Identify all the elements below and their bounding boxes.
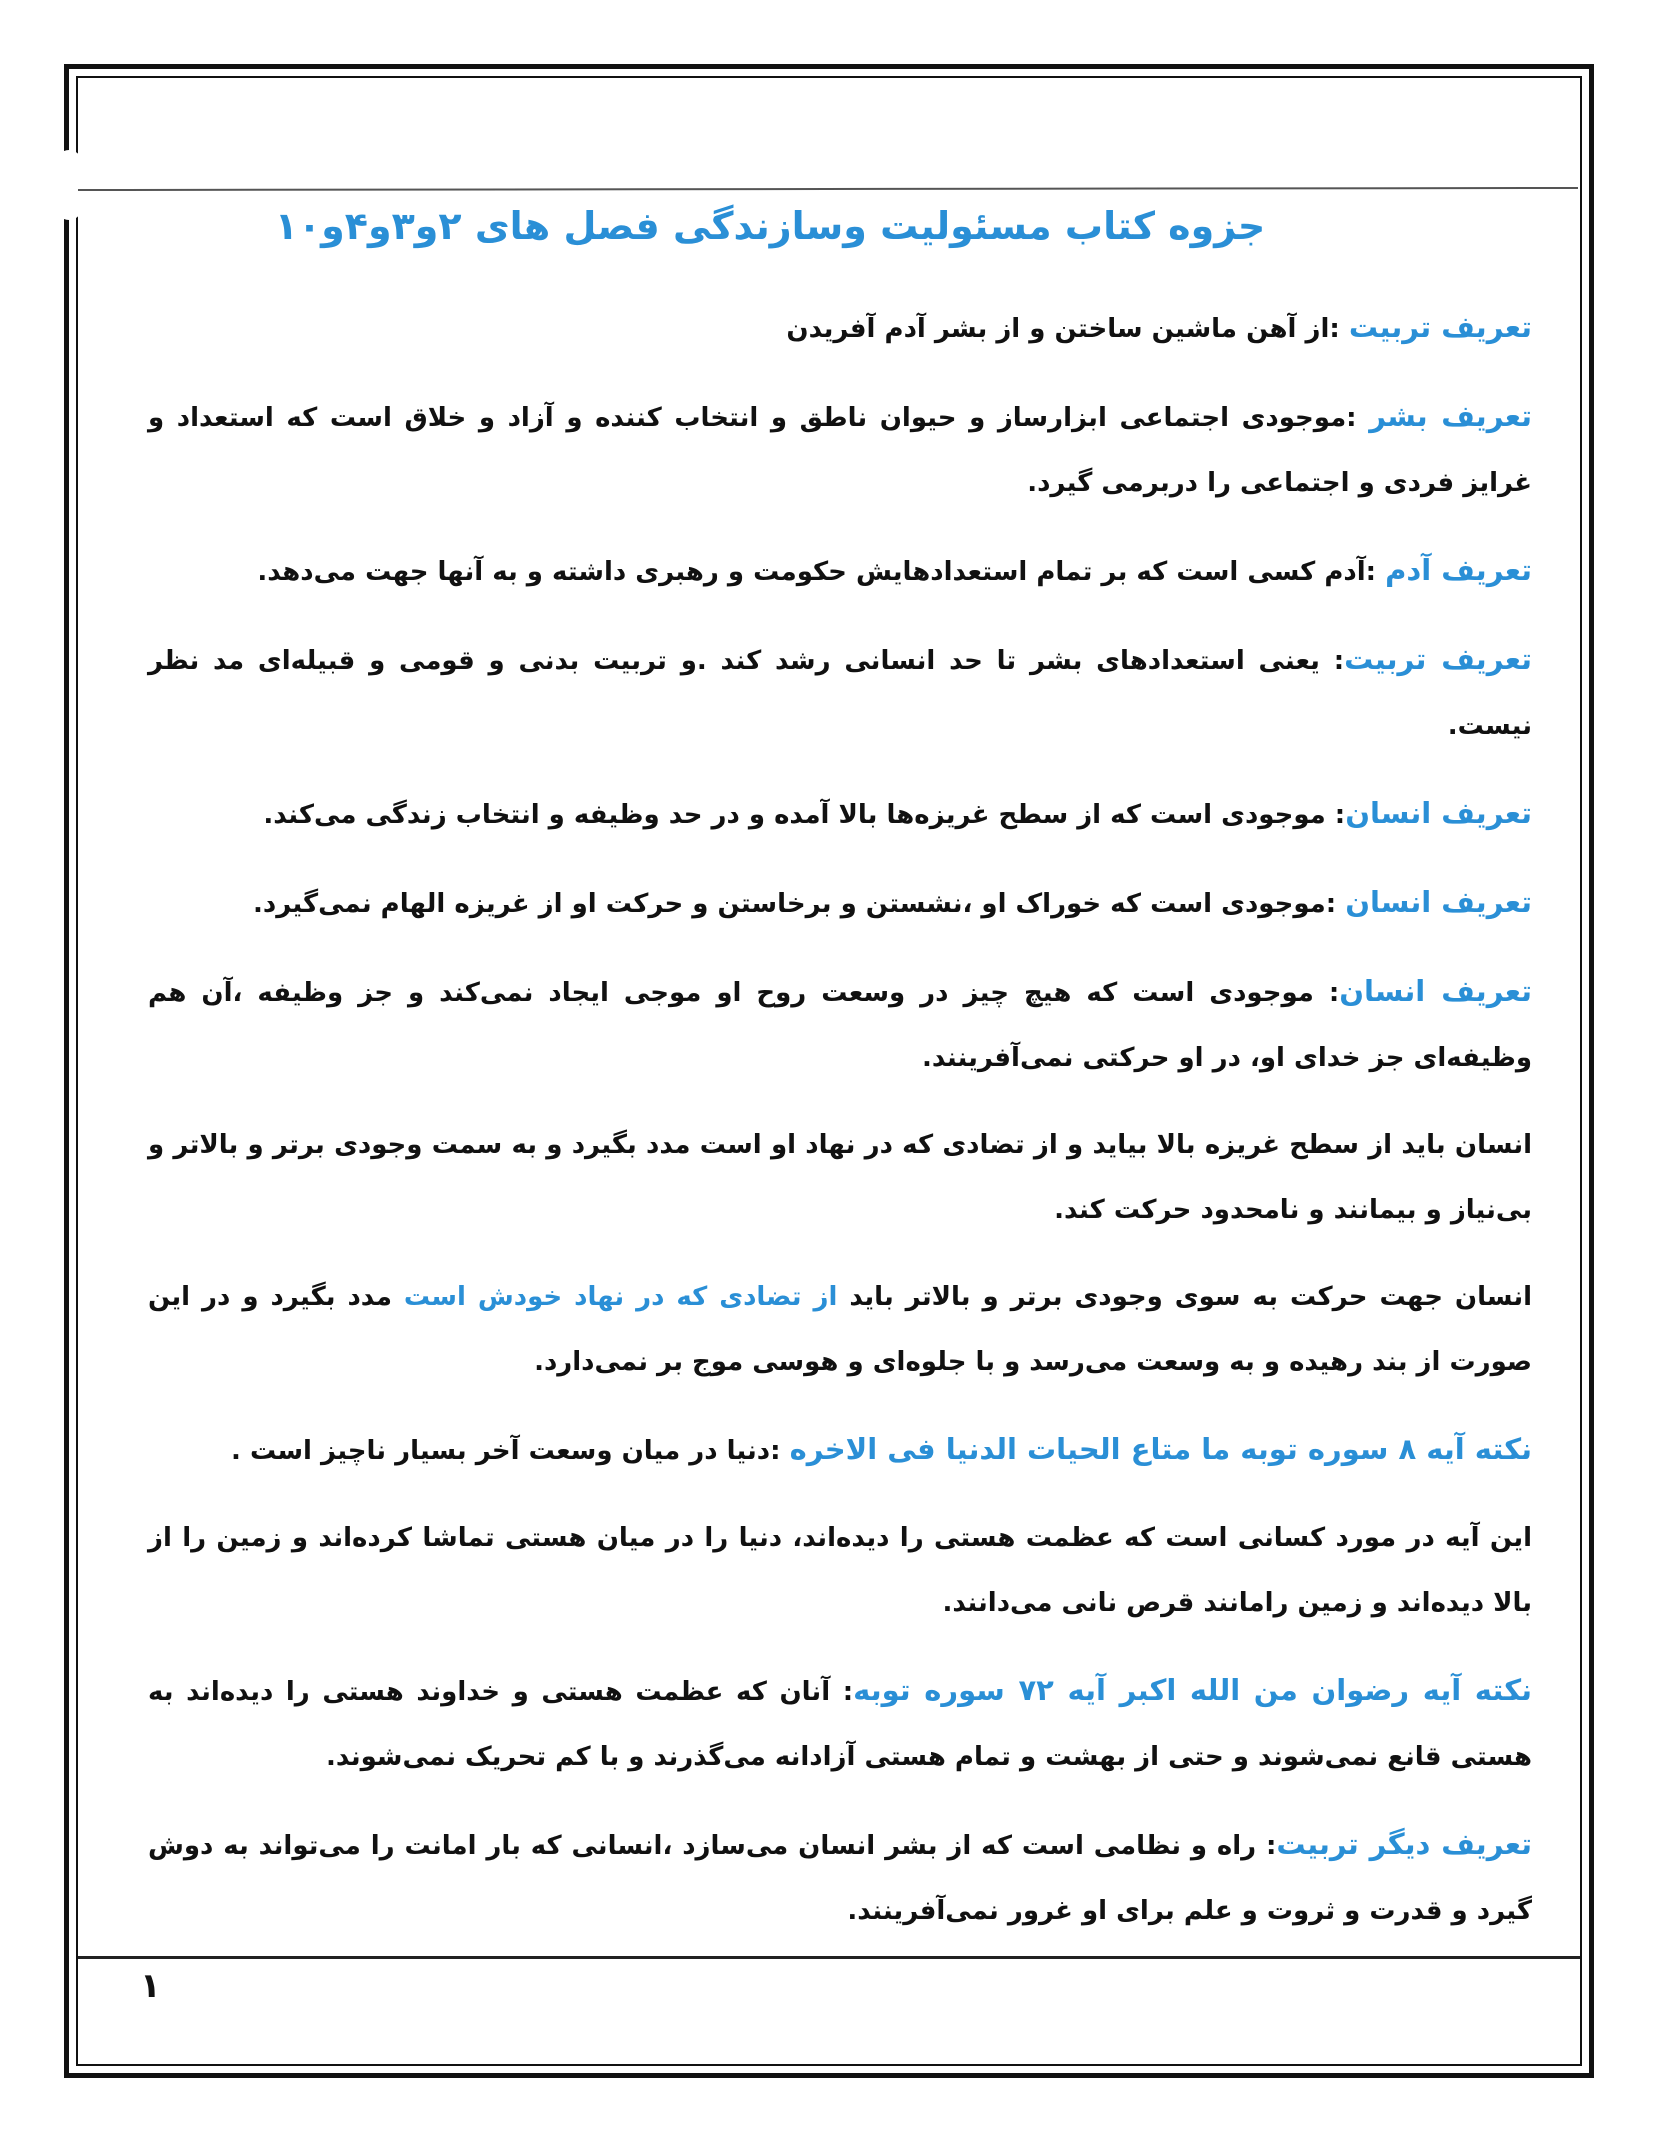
paragraph-human-movement bbox=[148, 1265, 1532, 1395]
paragraph-definition-human-being bbox=[148, 384, 1532, 516]
term-label: تعریف انسان bbox=[1339, 974, 1532, 1008]
paragraph-definition-human-2 bbox=[148, 870, 1532, 937]
footer-divider bbox=[78, 1956, 1580, 1959]
note-text: : آنان که عظمت هستی و خداوند هستی را دیده‌اند به هستی قانع نمی‌شوند و حتی از بهشت و تمام هستی آزادانه می‌گذرند و با کم تحریک نمی‌شوند. bbox=[148, 1677, 1532, 1772]
body-text: انسان باید از سطح غریزه بالا بیاید و از تضادی که در نهاد او است مدد بگیرد و به سمت وجودی برتر و بالاتر و بی‌نیاز و بیمانند و نامحدود حرکت کند. bbox=[148, 1130, 1532, 1225]
paragraph-definition-upbringing-2 bbox=[148, 627, 1532, 759]
body-text: انسان جهت حرکت به سوی وجودی برتر و بالاتر باید bbox=[837, 1282, 1532, 1312]
document-body bbox=[148, 295, 1532, 1966]
border-gap bbox=[56, 150, 82, 220]
paragraph-definition-human-3 bbox=[148, 959, 1532, 1091]
paragraph-verse-explanation bbox=[148, 1506, 1532, 1636]
definition-text: : موجودی است که از سطح غریزه‌ها بالا آمده و در حد وظیفه و انتخاب زندگی می‌کند. bbox=[263, 800, 1346, 830]
term-label: تعریف آدم bbox=[1385, 553, 1532, 587]
paragraph-definition-human-1 bbox=[148, 781, 1532, 848]
definition-text: :موجودی است که خوراک او ،نشستن و برخاستن و حرکت او از غریزه الهام نمی‌گیرد. bbox=[252, 889, 1346, 919]
note-text: :دنیا در میان وسعت آخر بسیار ناچیز است . bbox=[231, 1436, 790, 1466]
paragraph-definition-adam bbox=[148, 538, 1532, 605]
note-label: نکته آیه ۸ سوره توبه ما متاع الحیات الدنیا فی الاخره bbox=[789, 1432, 1532, 1466]
page-number: ۱ bbox=[140, 1966, 161, 2006]
definition-text: : یعنی استعدادهای بشر تا حد انسانی رشد کند .و تربیت بدنی و قومی و قبیله‌ای مد نظر نیست. bbox=[148, 646, 1532, 741]
paragraph-human-must-rise bbox=[148, 1113, 1532, 1243]
term-label: تعریف انسان bbox=[1345, 885, 1532, 919]
definition-text: :آدم کسی است که بر تمام استعدادهایش حکومت و رهبری داشته و به آنها جهت می‌دهد. bbox=[257, 557, 1386, 587]
paragraph-note-verse-72 bbox=[148, 1658, 1532, 1790]
body-text: این آیه در مورد کسانی است که عظمت هستی را دیده‌اند، دنیا را در میان هستی تماشا کرده‌اند و زمین را از بالا دیده‌اند و زمین رامانند قرص نانی می‌دانند. bbox=[148, 1523, 1532, 1618]
term-label: تعریف دیگر تربیت bbox=[1276, 1827, 1532, 1861]
definition-text: : موجودی است که هیچ چیز در وسعت روح او موجی ایجاد نمی‌کند و جز وظیفه ،آن هم وظیفه‌ای جز خدای او، در او حرکتی نمی‌آفرینند. bbox=[148, 978, 1532, 1073]
term-label: تعریف انسان bbox=[1345, 796, 1532, 830]
note-label: نکته آیه رضوان من الله اکبر آیه ۷۲ سوره توبه bbox=[853, 1673, 1532, 1707]
highlighted-phrase: از تضادی که در نهاد خودش است bbox=[403, 1282, 838, 1312]
definition-text: : راه و نظامی است که از بشر انسان می‌سازد ،انسانی که بار امانت را می‌تواند به دوش گیرد و قدرت و ثروت و علم برای او غرور نمی‌آفرینند. bbox=[148, 1831, 1532, 1926]
document-title: جزوه کتاب مسئولیت وسازندگی فصل های ۲و۳و۴و۱۰ bbox=[274, 204, 1266, 248]
body-text: مدد بگیرد و در این صورت از بند رهیده و به وسعت می‌رسد و با جلوه‌ای و هوسی موج بر نمی‌دارد. bbox=[148, 1282, 1532, 1377]
paragraph-other-definition-upbringing bbox=[148, 1812, 1532, 1944]
paragraph-note-verse-8 bbox=[148, 1417, 1532, 1484]
definition-text: :موجودی اجتماعی ابزارساز و حیوان ناطق و انتخاب کننده و آزاد و خلاق است که استعداد و غرایز فردی و اجتماعی را دربرمی گیرد. bbox=[148, 403, 1532, 498]
term-label: تعریف تربیت bbox=[1344, 642, 1532, 676]
term-label: تعریف تربیت bbox=[1348, 310, 1532, 344]
term-label: تعریف بشر bbox=[1369, 399, 1532, 433]
paragraph-definition-upbringing bbox=[148, 295, 1532, 362]
definition-text: :از آهن ماشین ساختن و از بشر آدم آفریدن bbox=[786, 314, 1349, 344]
